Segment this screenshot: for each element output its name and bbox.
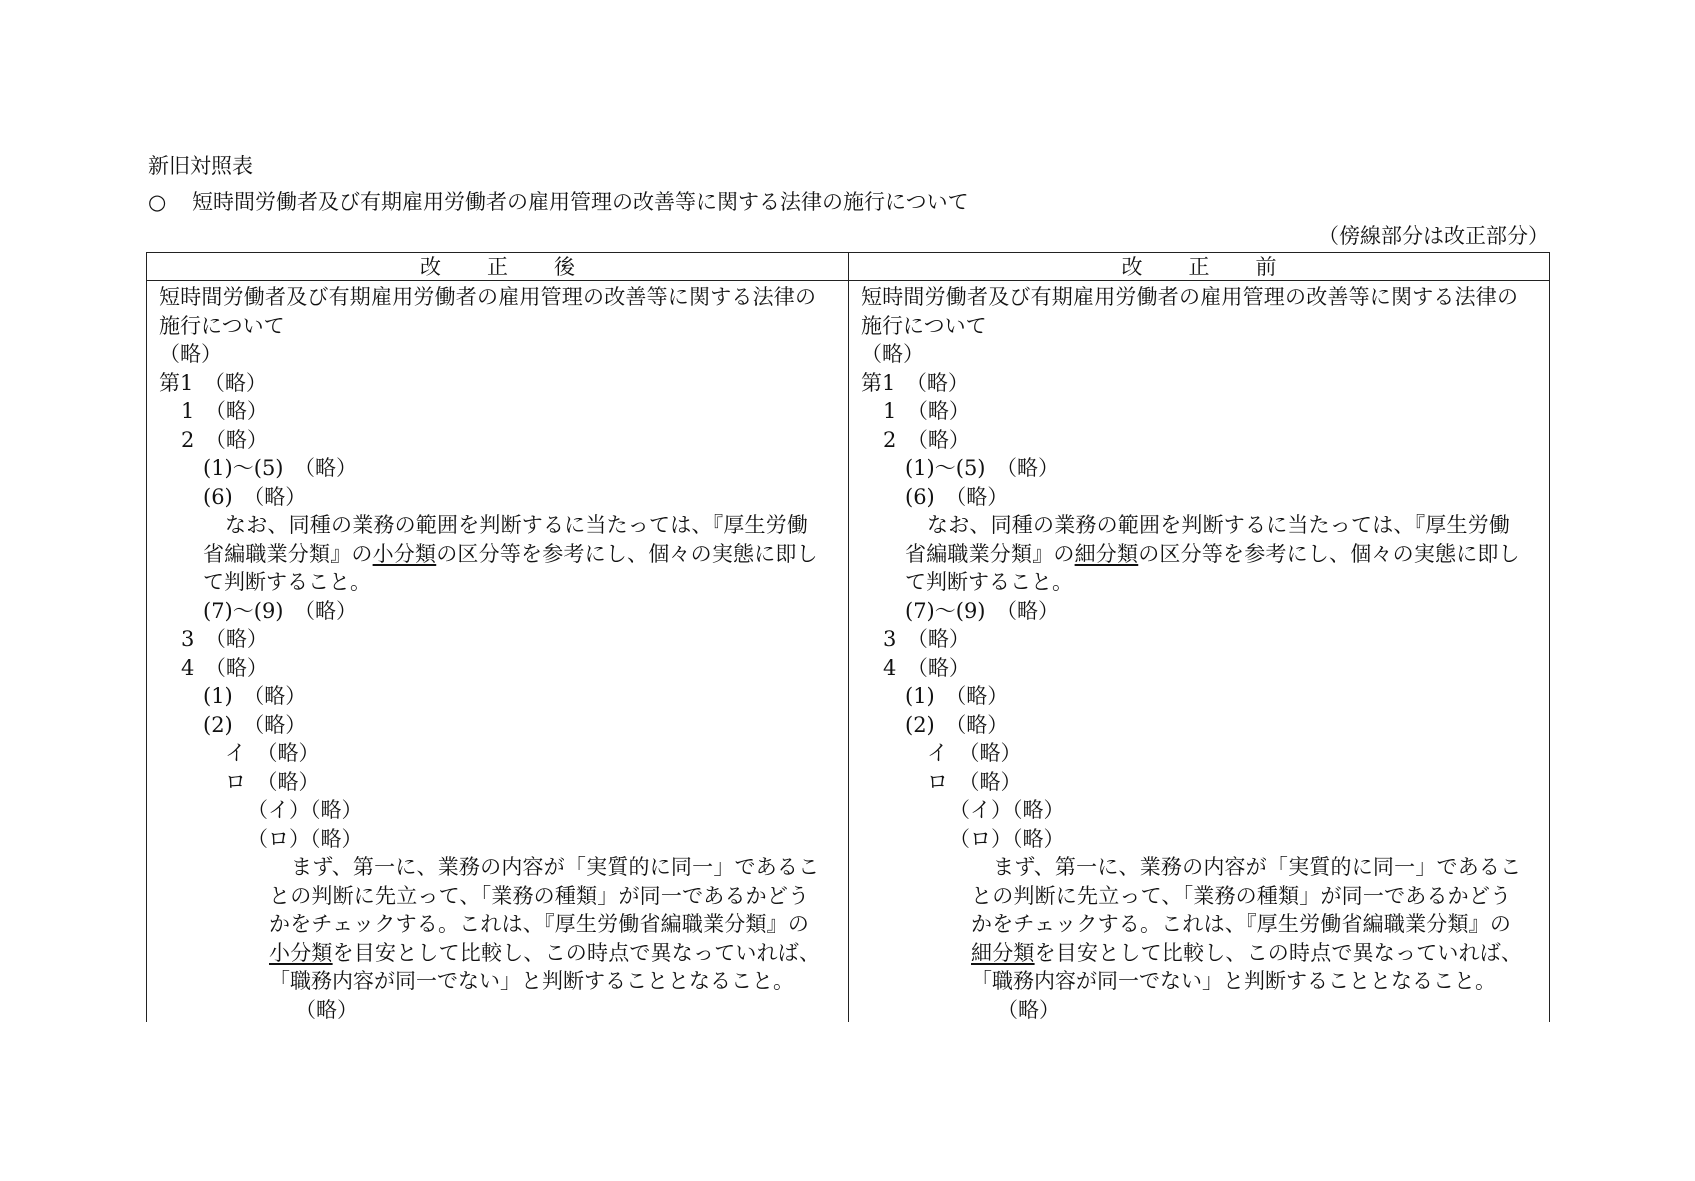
- paragraph-text: の区分等を参考にし、個々の実態に即し: [1138, 541, 1520, 566]
- section-heading: 第1 （略）: [861, 370, 969, 395]
- header-rule: [147, 280, 1549, 281]
- column-after: [159, 283, 849, 1024]
- subitem-heading: (1)～(5) （略）: [905, 456, 1059, 480]
- subitem-heading: (6) （略）: [203, 484, 307, 509]
- paragraph-line: かをチェックする。これは、『厚生労働省編職業分類』の: [971, 912, 1512, 936]
- clause-heading: （イ）（略）: [247, 798, 363, 822]
- paragraph-line: なお、同種の業務の範囲を判断するに当たっては、『厚生労働: [927, 513, 1511, 537]
- column-before: [861, 283, 1551, 1024]
- omitted-text: （略）: [861, 342, 924, 366]
- paragraph-line: て判断すること。: [905, 570, 1073, 594]
- paragraph-line: 「職務内容が同一でない」と判断することとなること。: [269, 969, 794, 993]
- paragraph-text: を目安として比較し、この時点で異なっていれば、: [332, 940, 821, 965]
- law-title-line: 施行について: [861, 313, 987, 338]
- law-title-line: 短時間労働者及び有期雇用労働者の雇用管理の改善等に関する法律の: [861, 285, 1519, 309]
- paragraph-text: を目安として比較し、この時点で異なっていれば、: [1034, 940, 1523, 965]
- subitem-heading: (6) （略）: [905, 484, 1009, 509]
- law-title-line: 施行について: [159, 313, 285, 338]
- paragraph-line: なお、同種の業務の範囲を判断するに当たっては、『厚生労働: [225, 513, 809, 537]
- item-heading: 4 （略）: [181, 655, 268, 680]
- changed-text: 細分類: [1074, 541, 1139, 566]
- item-heading: 4 （略）: [883, 655, 970, 680]
- subitem-heading: (1)～(5) （略）: [203, 456, 357, 480]
- subitem-heading: (1) （略）: [203, 684, 307, 708]
- document-title: 新旧対照表: [148, 154, 253, 178]
- paragraph-line: との判断に先立って、「業務の種類」が同一であるかどう: [971, 883, 1512, 908]
- subitem-heading: (7)～(9) （略）: [905, 598, 1059, 623]
- subitem-heading: (1) （略）: [905, 684, 1009, 708]
- law-title-line: 短時間労働者及び有期雇用労働者の雇用管理の改善等に関する法律の: [159, 285, 817, 309]
- omitted-text: （略）: [997, 997, 1060, 1022]
- item-heading: 3 （略）: [883, 627, 970, 651]
- section-heading: 第1 （略）: [159, 370, 267, 395]
- paragraph-line: [159, 540, 849, 569]
- paragraph-line: [861, 540, 1551, 569]
- subitem-heading: (2) （略）: [203, 712, 307, 737]
- subitem-heading: (7)～(9) （略）: [203, 598, 357, 623]
- paragraph-line: との判断に先立って、「業務の種類」が同一であるかどう: [269, 883, 810, 908]
- item-heading: 2 （略）: [883, 427, 970, 452]
- paragraph-text: 省編職業分類』の: [905, 541, 1075, 566]
- subject-bullet: ○: [148, 190, 167, 214]
- subitem-heading: (2) （略）: [905, 712, 1009, 737]
- item-heading: 3 （略）: [181, 627, 268, 651]
- document-subject: [148, 189, 969, 215]
- paragraph-line: て判断すること。: [203, 570, 371, 594]
- omitted-text: （略）: [159, 342, 222, 366]
- paragraph-line: 「職務内容が同一でない」と判断することとなること。: [971, 969, 1496, 993]
- paragraph-text: の区分等を参考にし、個々の実態に即し: [436, 541, 818, 566]
- header-after: 改正後: [420, 255, 621, 279]
- subsubitem-heading: イ （略）: [927, 741, 1022, 765]
- changed-text: 細分類: [971, 940, 1035, 965]
- item-heading: 1 （略）: [181, 399, 268, 423]
- clause-heading: （ロ）（略）: [949, 826, 1065, 851]
- paragraph-line: かをチェックする。これは、『厚生労働省編職業分類』の: [269, 912, 810, 936]
- paragraph-line: まず、第一に、業務の内容が「実質的に同一」であるこ: [993, 855, 1522, 879]
- revision-note: （傍線部分は改正部分）: [1318, 224, 1549, 248]
- comparison-table: [146, 252, 1550, 1022]
- subsubitem-heading: ロ （略）: [225, 769, 320, 794]
- changed-text: 小分類: [372, 541, 437, 566]
- clause-heading: （イ）（略）: [949, 798, 1065, 822]
- changed-text: 小分類: [269, 940, 333, 965]
- item-heading: 2 （略）: [181, 427, 268, 452]
- subject-text: 短時間労働者及び有期雇用労働者の雇用管理の改善等に関する法律の施行について: [192, 190, 969, 214]
- paragraph-line: [159, 939, 849, 968]
- paragraph-text: 省編職業分類』の: [203, 541, 373, 566]
- paragraph-line: まず、第一に、業務の内容が「実質的に同一」であるこ: [291, 855, 820, 879]
- paragraph-line: [861, 939, 1551, 968]
- subsubitem-heading: イ （略）: [225, 741, 320, 765]
- header-before: 改正前: [1121, 255, 1323, 279]
- clause-heading: （ロ）（略）: [247, 826, 363, 851]
- item-heading: 1 （略）: [883, 399, 970, 423]
- omitted-text: （略）: [295, 997, 358, 1022]
- subsubitem-heading: ロ （略）: [927, 769, 1022, 794]
